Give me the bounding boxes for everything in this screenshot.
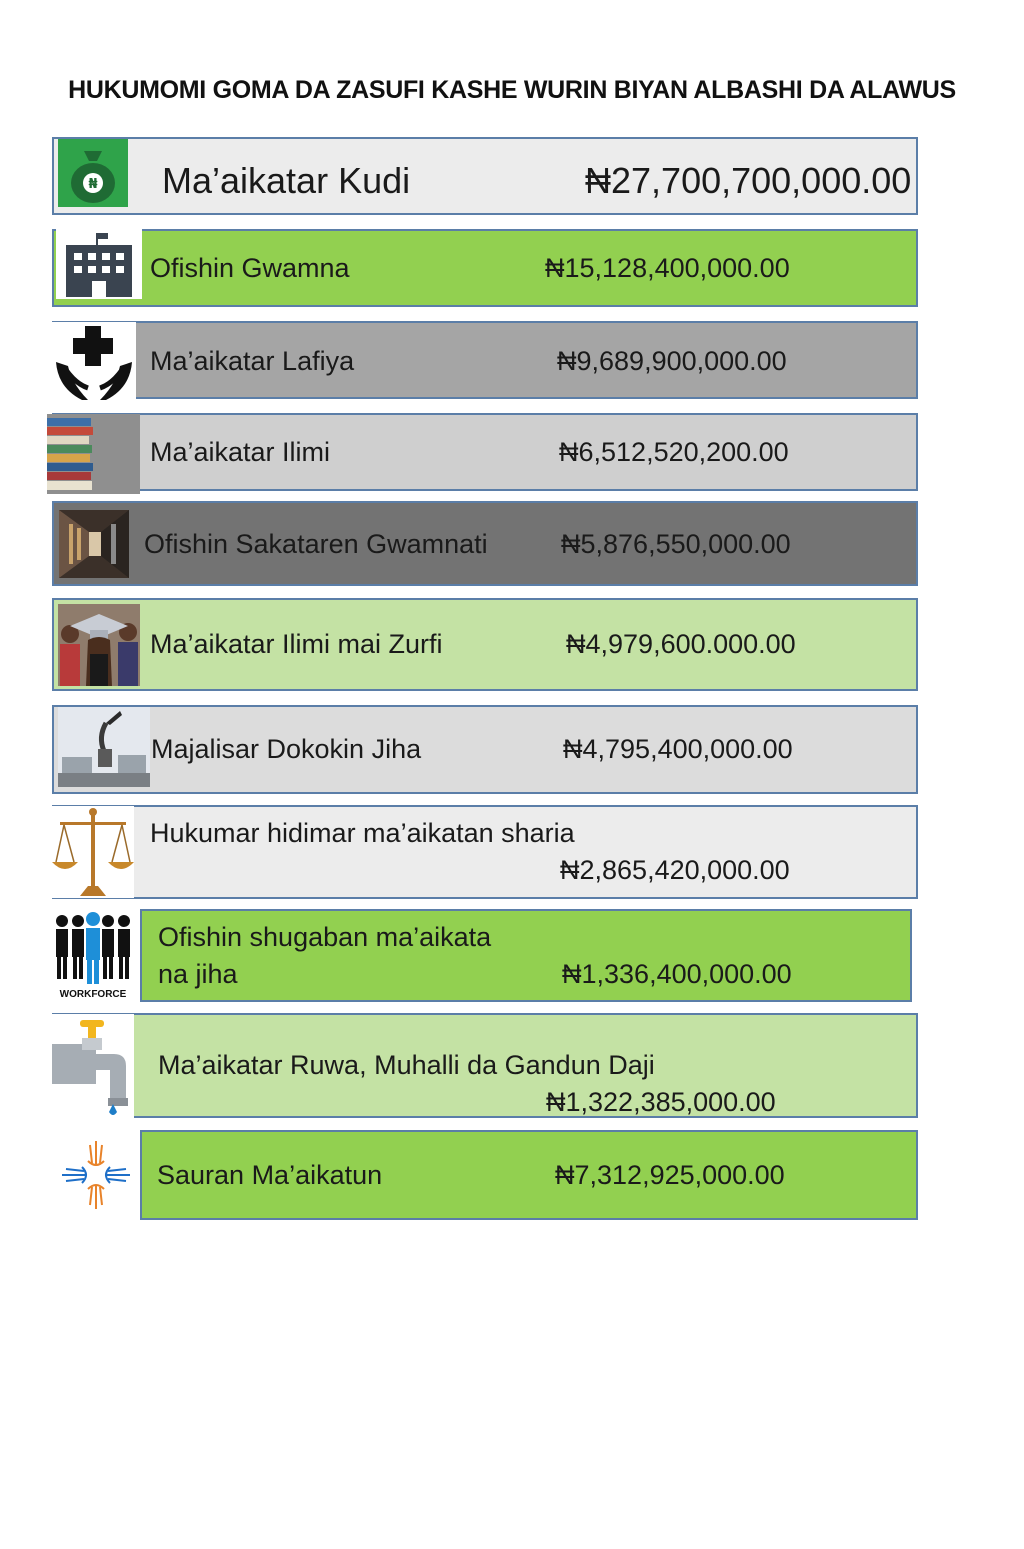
health-cross-hands-icon bbox=[52, 322, 136, 402]
row-label: Sauran Ma’aikatun bbox=[157, 1160, 383, 1190]
row-amount: ₦5,876,550,000.00 bbox=[561, 529, 791, 559]
row-label: Ma’aikatar Ruwa, Muhalli da Gandun Daji bbox=[158, 1050, 655, 1080]
row-label: Ma’aikatar Lafiya bbox=[150, 346, 355, 376]
water-tap-icon bbox=[52, 1014, 134, 1120]
corridor-photo-icon bbox=[59, 510, 129, 578]
row-amount: ₦4,795,400,000.00 bbox=[563, 734, 793, 764]
svg-text:₦: ₦ bbox=[88, 177, 98, 192]
row-label: Ofishin Gwamna bbox=[150, 253, 350, 283]
row-amount: ₦9,689,900,000.00 bbox=[557, 346, 787, 376]
books-stack-icon bbox=[47, 414, 140, 494]
graduation-cap-icon bbox=[58, 604, 140, 686]
row-amount: ₦1,322,385,000.00 bbox=[546, 1087, 776, 1117]
row-label-line1: Ofishin shugaban ma’aikata bbox=[158, 922, 492, 952]
row-label: Ma’aikatar Kudi bbox=[162, 160, 411, 201]
row-label: Ma’aikatar Ilimi mai Zurfi bbox=[150, 629, 443, 659]
workforce-icon bbox=[46, 909, 140, 1002]
page-title: HUKUMOMI GOMA DA ZASUFI KASHE WURIN BIYAN ALBASHI DA ALAWUS bbox=[68, 76, 956, 104]
row-label: Hukumar hidimar ma’aikatan sharia bbox=[150, 818, 575, 848]
workforce-caption: WORKFORCE bbox=[59, 989, 127, 1000]
money-bag-icon bbox=[58, 139, 128, 207]
row-label: Majalisar Dokokin Jiha bbox=[151, 734, 422, 764]
row-amount: ₦6,512,520,200.00 bbox=[559, 437, 789, 467]
row-label: Ma’aikatar Ilimi bbox=[150, 437, 331, 467]
helping-hands-icon bbox=[52, 1135, 140, 1215]
row-amount: ₦15,128,400,000.00 bbox=[545, 253, 790, 283]
row-amount: ₦27,700,700,000.00 bbox=[585, 160, 912, 201]
row-amount: ₦1,336,400,000.00 bbox=[562, 959, 792, 989]
row-label-line2: na jiha bbox=[158, 959, 238, 989]
justice-scales-icon bbox=[52, 806, 134, 898]
row-amount: ₦2,865,420,000.00 bbox=[560, 855, 790, 885]
row-amount: ₦7,312,925,000.00 bbox=[555, 1160, 785, 1190]
assembly-building-icon bbox=[58, 707, 150, 787]
row-amount: ₦4,979,600.000.00 bbox=[566, 629, 796, 659]
row-label: Ofishin Sakataren Gwamnati bbox=[144, 529, 488, 559]
office-building-icon bbox=[56, 229, 142, 299]
